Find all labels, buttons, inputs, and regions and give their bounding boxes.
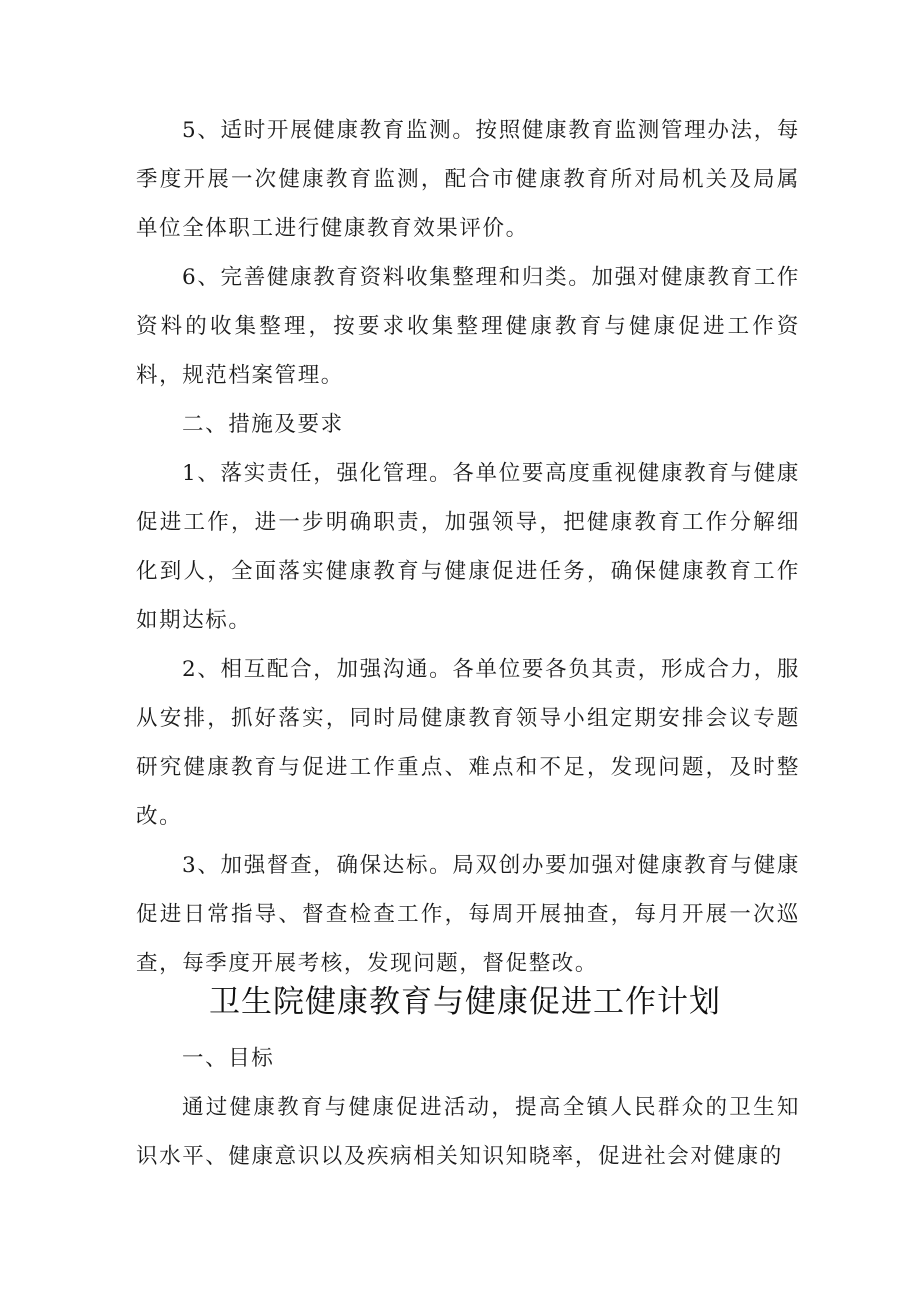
document-title: 卫生院健康教育与健康促进工作计划 — [209, 984, 721, 1020]
section-heading-measures: 二、措施及要求 — [182, 412, 344, 437]
paragraph-responsibility: 1、落实责任，强化管理。各单位要高度重视健康教育与健康促进工作，进一步明确职责，加强领导，把健康教育工作分解细化到人，全面落实健康教育与健康促进任务，确保健康教育工作如期达标。 — [136, 461, 800, 633]
paragraph-supervision: 3、加强督查，确保达标。局双创办要加强对健康教育与健康促进日常指导、督查检查工作，每周开展抽查，每月开展一次巡查，每季度开展考核，发现问题，督促整改。 — [136, 853, 800, 976]
section-heading-goals: 一、目标 — [182, 1046, 275, 1071]
paragraph-cooperation: 2、相互配合，加强沟通。各单位要各负其责，形成合力，服从安排，抓好落实，同时局健康教育领导小组定期安排会议专题研究健康教育与促进工作重点、难点和不足，发现问题，及时整改。 — [136, 657, 800, 829]
paragraph-monitoring: 5、适时开展健康教育监测。按照健康教育监测管理办法，每季度开展一次健康教育监测，配合市健康教育所对局机关及局属单位全体职工进行健康教育效果评价。 — [136, 118, 800, 241]
paragraph-archiving: 6、完善健康教育资料收集整理和归类。加强对健康教育工作资料的收集整理，按要求收集整理健康教育与健康促进工作资料，规范档案管理。 — [136, 265, 800, 388]
paragraph-goals-intro: 通过健康教育与健康促进活动，提高全镇人民群众的卫生知识水平、健康意识以及疾病相关知识知晓率，促进社会对健康的 — [136, 1095, 800, 1169]
